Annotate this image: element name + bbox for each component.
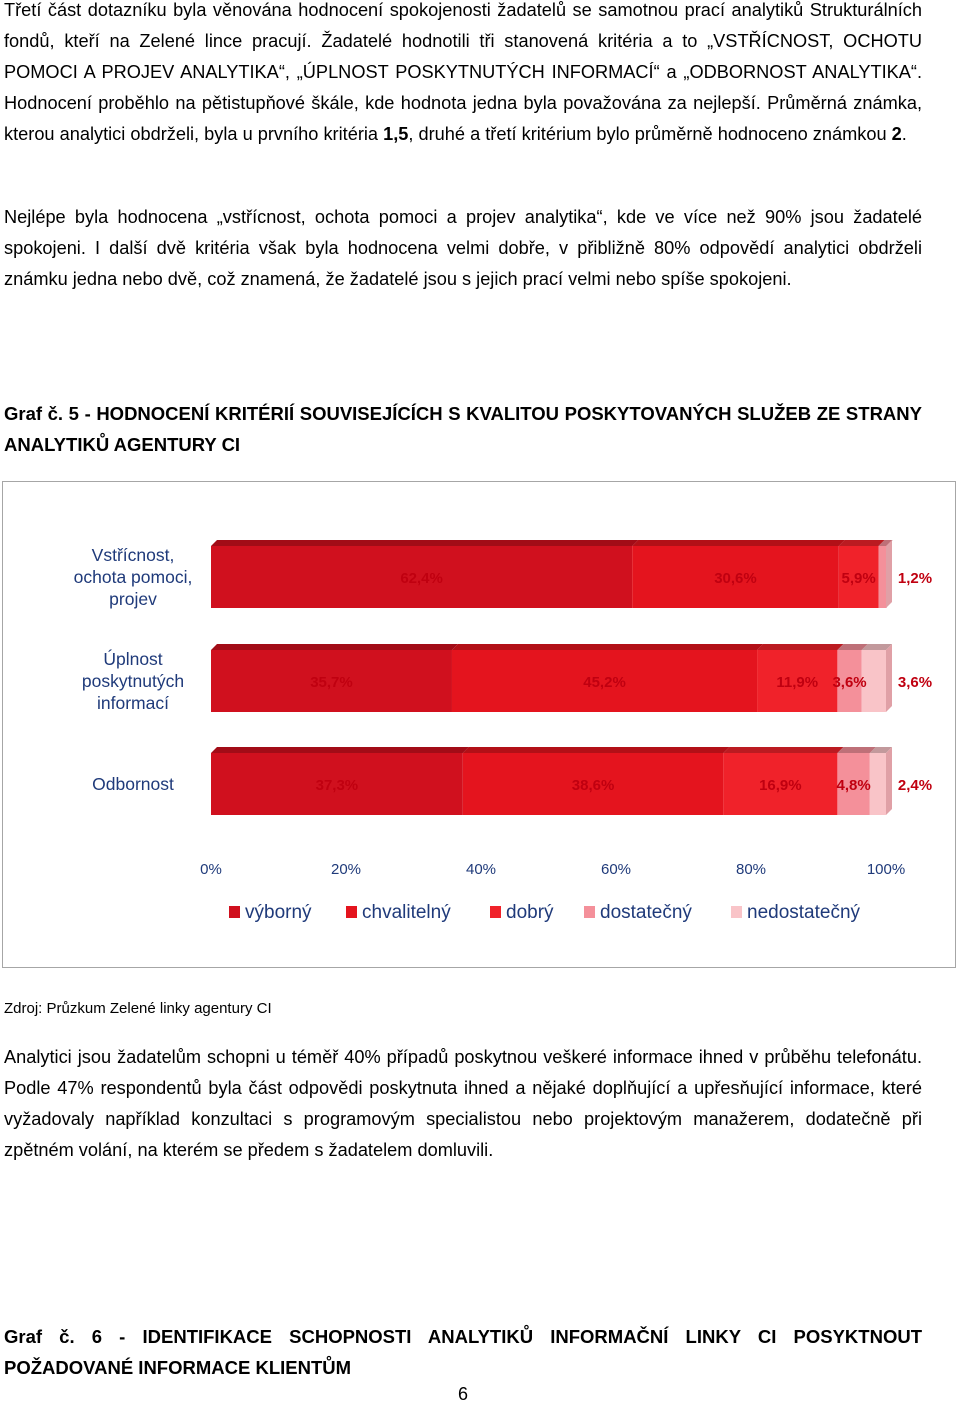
graph5-heading: Graf č. 5 - HODNOCENÍ KRITÉRIÍ SOUVISEJÍCÍCH S KVALITOU POSKYTOVANÝCH SLUŽEB ZE STRANY ANALYTIKŮ AGENTURY CI (4, 403, 922, 455)
legend-swatch (229, 906, 240, 918)
bar-top-face (837, 747, 875, 753)
paragraph-text: . (901, 124, 907, 144)
paragraph-text: Třetí část dotazníku byla věnována hodnocení spokojenosti žadatelů se samotnou prací analytiků Strukturálních fondů, kteří na Zelené lince pracují. Žadatelé hodnotili tři stanovená kritéria a to „VSTŘÍCNOST, OCHOTU POMOCI A PROJEV ANALYTIKA“, „ÚPLNOST POSKYTNUTÝCH INFORMACÍ“ a „ODBORNOST ANALYTIKA“. Hodnocení proběhlo na pětistupňové škále, kde hodnota jedna byla považována za nejlepší. Průměrná známka, kterou analytici obdrželi, byla u prvního kritéria (4, 0, 922, 144)
data-label: 4,8% (836, 777, 871, 794)
average-grade-others: 2 (891, 124, 902, 144)
bar-segment-nedostatečný (870, 753, 886, 815)
data-label: 3,6% (832, 674, 867, 691)
paragraph-best-rated: Nejlépe byla hodnocena „vstřícnost, ochota pomoci a projev analytika“, kde ve více než 90% jsou žadatelé spokojeni. I další dvě kritéria však byla hodnocena velmi dobře, v přibližně 80% odpovědí analytici obdrželi známku jedna nebo dvě, což znamená, že žadatelé jsou s jejich prací velmi nebo spíše spokojeni. (4, 207, 922, 289)
data-label: 45,2% (583, 674, 626, 691)
legend-swatch (731, 906, 742, 918)
category-label: Odbornost (92, 774, 174, 794)
data-label: 35,7% (310, 674, 353, 691)
x-tick-label: 100% (866, 861, 906, 878)
graph6-heading: Graf č. 6 - IDENTIFIKACE SCHOPNOSTI ANALYTIKŮ INFORMAČNÍ LINKY CI POSYKTNOUT POŽADOVANÉ INFORMACE KLIENTŮM (4, 1326, 922, 1378)
x-tick-label: 20% (330, 861, 362, 878)
category-label: projev (109, 589, 157, 609)
page-number: 6 (457, 1384, 468, 1404)
paragraph-satisfaction-intro (4, 0, 922, 150)
bar-top-face (211, 540, 638, 546)
data-label: 11,9% (776, 674, 819, 691)
bar-side-face (886, 747, 892, 815)
bar-top-face (452, 644, 763, 650)
average-grade-first: 1,5 (383, 124, 409, 144)
category-label: informací (97, 693, 169, 713)
x-tick-label: 80% (735, 861, 767, 878)
stacked-bar-chart (3, 482, 957, 969)
category-label: poskytnutých (81, 671, 185, 691)
legend-label: dobrý (506, 902, 554, 923)
data-label: 5,9% (841, 570, 876, 587)
x-tick-label: 0% (200, 861, 222, 878)
bar-top-face (757, 644, 843, 650)
bar-top-face (211, 747, 469, 753)
data-label: 2,4% (897, 777, 933, 794)
bar-top-face (463, 747, 730, 753)
category-label: Úplnost (103, 649, 163, 669)
data-label: 38,6% (571, 777, 615, 794)
data-label: 16,9% (759, 777, 802, 794)
bar-top-face (839, 540, 885, 546)
x-tick-label: 60% (600, 861, 632, 878)
category-label: Vstřícnost, (91, 545, 175, 565)
bar-top-face (723, 747, 843, 753)
bar-top-face (211, 644, 458, 650)
legend-label: dostatečný (600, 902, 692, 923)
paragraph-text: , druhé a třetí kritérium bylo průměrně hodnoceno známkou (408, 124, 892, 144)
category-label: ochota pomoci, (73, 567, 193, 587)
chart-frame (2, 481, 956, 968)
legend-label: výborný (245, 902, 312, 923)
data-label: 3,6% (897, 674, 933, 691)
bar-side-face (886, 644, 892, 712)
paragraph-information-ability: Analytici jsou žadatelům schopni u téměř 40% případů poskytnou veškeré informace ihned v průběhu telefonátu. Podle 47% respondentů byla část odpovědi poskytnuta ihned a nějaké doplňující a upřesňující informace, které vyžadovaly například konzultaci s programovým specialistou nebo projektovým manažerem, dodatečně při zpětném volání, na kterém se předem s žadatelem domluvili. (4, 1047, 922, 1160)
source-note: Zdroj: Průzkum Zelené linky agentury CI (4, 1000, 272, 1017)
bar-side-face (886, 540, 892, 608)
legend-label: nedostatečný (747, 902, 861, 923)
data-label: 62,4% (400, 570, 443, 587)
data-label: 37,3% (315, 777, 359, 794)
legend-swatch (346, 906, 357, 918)
bar-top-face (632, 540, 845, 546)
bar-segment-dostatečný (879, 546, 887, 608)
data-label: 30,6% (714, 570, 757, 587)
data-label: 1,2% (897, 570, 933, 587)
legend-swatch (490, 906, 501, 918)
legend-swatch (584, 906, 595, 918)
x-tick-label: 40% (465, 861, 497, 878)
legend-label: chvalitelný (362, 902, 451, 923)
